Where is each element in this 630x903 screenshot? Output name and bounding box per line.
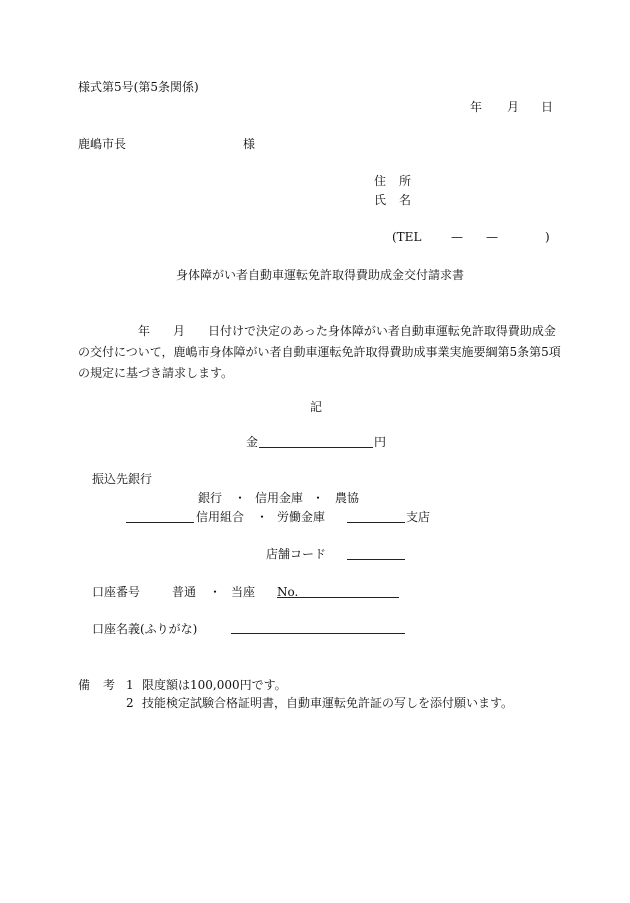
form-number: 様式第5号(第5条関係) xyxy=(78,80,199,94)
name-label-char-2: 名 xyxy=(399,193,412,207)
account-number-line xyxy=(277,597,399,598)
notes-label-char-1: 備 xyxy=(78,678,91,692)
date-month-label: 月 xyxy=(507,100,520,114)
account-name-line xyxy=(231,633,405,634)
body-month: 月 xyxy=(173,324,186,338)
branch-name-line xyxy=(347,522,405,523)
body-year: 年 xyxy=(138,324,151,338)
branch-suffix: 支店 xyxy=(406,510,431,524)
note-1-number: 1 xyxy=(126,678,134,692)
addressee: 鹿嶋市長 xyxy=(78,137,127,151)
store-code-label: 店舗コード xyxy=(266,547,327,561)
honorific: 様 xyxy=(243,137,256,151)
tel-dash-1: — xyxy=(451,230,463,244)
bank-heading: 振込先銀行 xyxy=(92,472,153,486)
bank-type-nokyo: 農協 xyxy=(335,491,360,505)
date-day-label: 日 xyxy=(541,100,554,114)
name-label-char-1: 氏 xyxy=(374,193,387,207)
bank-type-shinkin: 信用金庫 xyxy=(255,491,304,505)
bank-name-line xyxy=(126,522,194,523)
notes-label-char-2: 考 xyxy=(103,678,116,692)
date-year-label: 年 xyxy=(470,100,483,114)
note-2-text: 技能検定試験合格証明書，自動車運転免許証の写しを添付願います。 xyxy=(142,696,514,710)
bank-type-shinyo-kumiai: 信用組合 xyxy=(196,510,245,524)
account-no-label: No. xyxy=(277,585,299,599)
tel-close: ) xyxy=(545,230,550,244)
amount-suffix: 円 xyxy=(374,435,387,449)
tel-dash-2: — xyxy=(486,230,498,244)
body-line-3: の規定に基づき請求します。 xyxy=(78,366,234,380)
note-1-text: 限度額は100,000円です。 xyxy=(142,678,287,692)
document-title: 身体障がい者自動車運転免許取得費助成金交付請求書 xyxy=(176,268,465,282)
note-2-number: 2 xyxy=(126,696,134,710)
amount-prefix: 金 xyxy=(246,435,259,449)
bank-type-rodo-kinko: 労働金庫 xyxy=(277,510,326,524)
account-type-toza: 当座 xyxy=(231,585,256,599)
account-type-futsu: 普通 xyxy=(172,585,197,599)
separator-1: ・ xyxy=(234,491,247,505)
body-line-2: の交付について，鹿嶋市身体障がい者自動車運転免許取得費助成事業実施要綱第5条第5項 xyxy=(78,345,561,359)
separator-3: ・ xyxy=(256,510,269,524)
separator-2: ・ xyxy=(312,491,325,505)
body-line-1: 日付けで決定のあった身体障がい者自動車運転免許取得費助成金 xyxy=(208,324,556,338)
separator-4: ・ xyxy=(209,585,222,599)
tel-open: (TEL xyxy=(392,230,422,244)
store-code-line xyxy=(347,559,405,560)
account-number-label: 口座番号 xyxy=(92,585,141,599)
address-label-char-2: 所 xyxy=(399,174,412,188)
address-label-char-1: 住 xyxy=(374,174,387,188)
account-name-label: 口座名義(ふりがな) xyxy=(92,622,198,636)
amount-field-line xyxy=(259,447,373,448)
bank-type-bank: 銀行 xyxy=(198,491,223,505)
ki-marker: 記 xyxy=(310,400,323,414)
